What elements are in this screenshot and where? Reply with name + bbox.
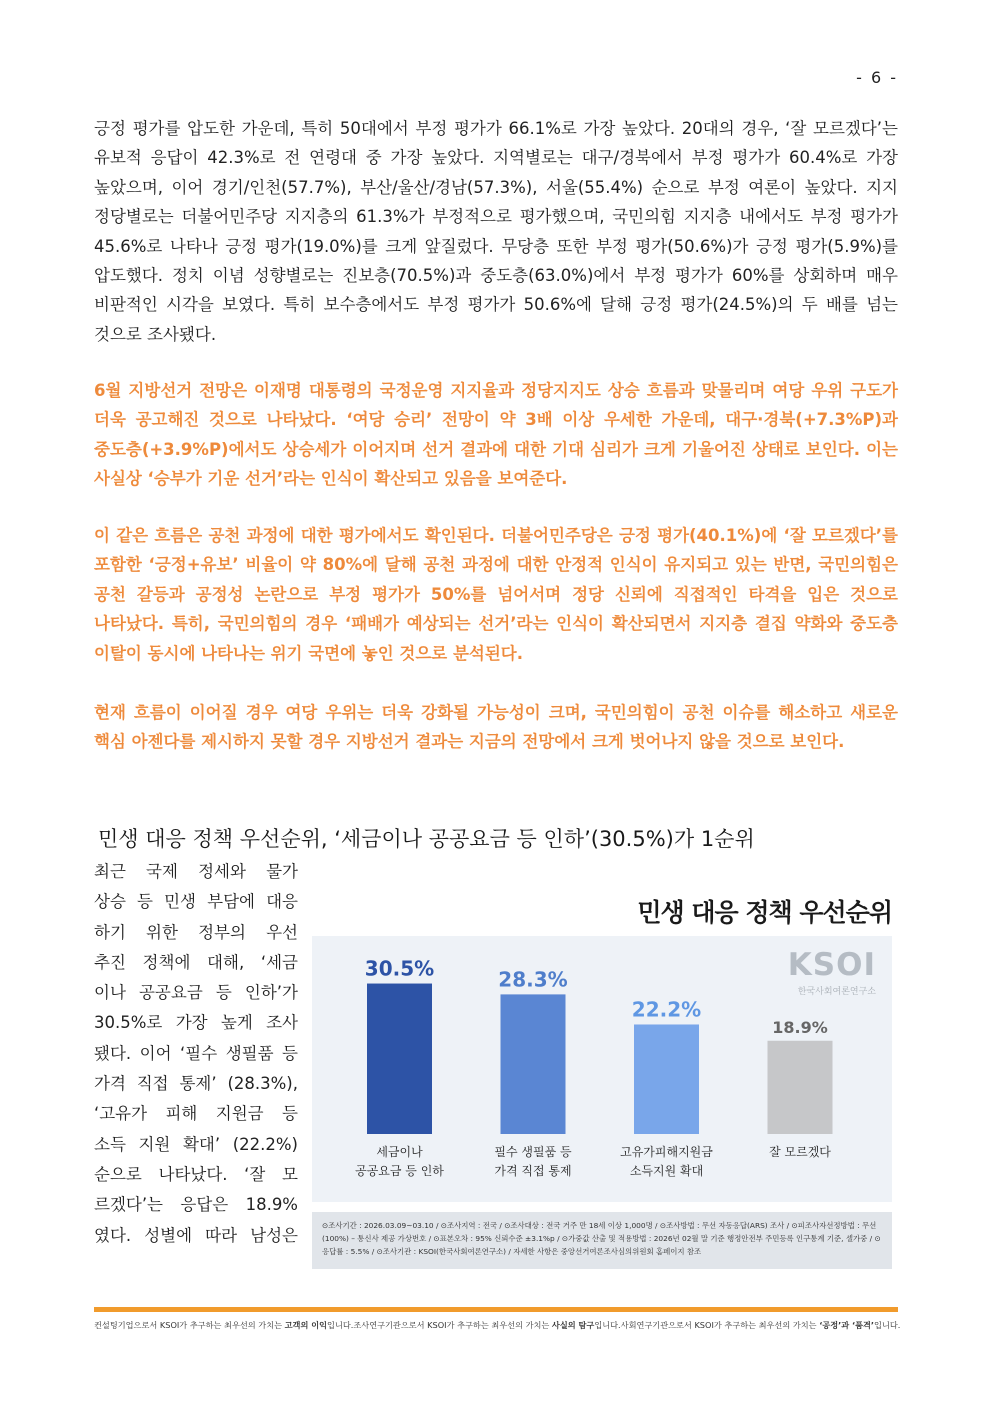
highlight-paragraph-2: 이 같은 흐름은 공천 과정에 대한 평가에서도 확인된다. 더불어민주당은 긍정 평가(40.1%)에 ‘잘 모르겠다’를 포함한 ‘긍정+유보’ 비율이 약 80%에 달해 공천 과정에 대한 안정적 인식이 유지되고 있는 반면, 국민의힘은 공천 갈등과 공정성 논란으로 부정 평가가 50%를 넘어서며 정당 신뢰에 직접적인 타격을 입은 것으로 나타났다. 특히, 국민의힘의 경우 ‘패배가 예상되는 선거’라는 인식이 확산되면서 지지층 결집 약화와 중도층 이탈이 동시에 나타나는 위기 국면에 놓인 것으로 분석된다.	[94, 526, 898, 663]
side-paragraph	[94, 857, 298, 1251]
side-paragraph-line: 르겠다’는 응답은 18.9%	[94, 1195, 298, 1215]
bar	[768, 1041, 833, 1134]
side-paragraph-line: 였다. 성별에 따라 남성은	[94, 1225, 298, 1245]
side-paragraph-line: 소득 지원 확대’ (22.2%)	[94, 1134, 298, 1154]
logo-subtitle: 한국사회여론연구소	[797, 987, 876, 997]
bar-value-label: 22.2%	[631, 997, 702, 1022]
highlight-paragraph-1: 6월 지방선거 전망은 이재명 대통령의 국정운영 지지율과 정당지지도 상승 흐름과 맞물리며 여당 우위 구도가 더욱 공고해진 것으로 나타났다. ‘여당 승리’ 전망이 약 3배 이상 우세한 가운데, 대구·경북(+7.3%P)과 중도층(+3.9%P)에서도 상승세가 이어지며 선거 결과에 대한 기대 심리가 크게 기울어진 상태로 보인다. 이는 사실상 ‘승부가 기운 선거’라는 인식이 확산되고 있음을 보여준다.	[94, 381, 898, 489]
side-paragraph-line: 가격 직접 통제’ (28.3%),	[94, 1074, 298, 1094]
category-label: 공공요금 등 인하	[355, 1164, 444, 1178]
footer-divider	[94, 1307, 898, 1312]
side-paragraph-line: 추진 정책에 대해, ‘세금	[94, 952, 298, 972]
side-paragraph-line: 됐다. 이어 ‘필수 생필품 등	[94, 1043, 298, 1063]
chart-title: 민생 대응 정책 우선순위	[637, 898, 892, 927]
side-paragraph-line: 순으로 나타났다. ‘잘 모	[94, 1164, 298, 1184]
bar	[501, 994, 566, 1134]
chart-panel	[312, 936, 892, 1202]
bar-chart	[312, 936, 892, 1202]
bar-value-label: 28.3%	[498, 967, 568, 992]
chart-figure	[312, 893, 892, 1269]
section-heading: 민생 대응 정책 우선순위, ‘세금이나 공공요금 등 인하’(30.5%)가 1순위	[98, 827, 755, 851]
category-label: 가격 직접 통제	[494, 1164, 572, 1178]
side-paragraph-line: 30.5%로 가장 높게 조사	[94, 1013, 298, 1033]
footer-motto: 조사연구기관으로서 KSOI가 추구하는 최우선의 가치는 사실의 탐구입니다.	[353, 1320, 621, 1330]
category-label: 필수 생필품 등	[494, 1145, 572, 1159]
bar	[367, 984, 432, 1134]
bar-value-label: 30.5%	[364, 956, 435, 981]
side-paragraph-line: 최근 국제 정세와 물가	[94, 862, 298, 881]
footer	[94, 1320, 901, 1331]
side-paragraph-line: 하기 위한 정부의 우선	[94, 922, 298, 942]
side-paragraph-line: 상승 등 민생 부담에 대응	[94, 892, 298, 912]
footer-motto: 컨설팅기업으로서 KSOI가 추구하는 최우선의 가치는 고객의 이익입니다.	[94, 1320, 354, 1330]
body-paragraph-1: 긍정 평가를 압도한 가운데, 특히 50대에서 부정 평가가 66.1%로 가장 높았다. 20대의 경우, ‘잘 모르겠다’는 유보적 응답이 42.3%로 전 연령대 중 가장 높았다. 지역별로는 대구/경북에서 부정 평가가 60.4%로 가장 높았으며, 이어 경기/인천(57.7%), 부산/울산/경남(57.3%), 서울(55.4%) 순으로 부정 여론이 높았다. 지지 정당별로는 더불어민주당 지지층의 61.3%가 부정적으로 평가했으며, 국민의힘 지지층 내에서도 부정 평가가 45.6%로 나타나 긍정 평가(19.0%)를 크게 앞질렀다. 무당층 또한 부정 평가(50.6%)가 긍정 평가(5.9%)를 압도했다. 정치 이념 성향별로는 진보층(70.5%)과 중도층(63.0%)에서 부정 평가가 60%를 상회하며 매우 비판적인 시각을 보였다. 특히 보수층에서도 부정 평가가 50.6%에 달해 긍정 평가(24.5%)의 두 배를 넘는 것으로 조사됐다.	[94, 119, 898, 344]
bar-value-label: 18.9%	[772, 1017, 828, 1037]
highlight-paragraph-3: 현재 흐름이 이어질 경우 여당 우위는 더욱 강화될 가능성이 크며, 국민의힘이 공천 이슈를 해소하고 새로운 핵심 아젠다를 제시하지 못할 경우 지방선거 결과는 지금의 전망에서 크게 벗어나지 않을 것으로 보인다.	[94, 703, 898, 752]
side-paragraph-line: ‘고유가 피해 지원금 등	[94, 1104, 298, 1124]
bar	[634, 1024, 699, 1134]
logo-mark: KSOI	[787, 947, 876, 983]
footer-motto: 사회연구기관으로서 KSOI가 추구하는 최우선의 가치는 ‘공정’과 ‘품격’입니다.	[620, 1320, 901, 1330]
category-label: 고유가피해지원금	[620, 1145, 713, 1159]
category-label: 잘 모르겠다	[769, 1145, 831, 1159]
page-number: - 6 -	[856, 68, 898, 87]
chart-methodology-note: ⊙조사기간 : 2026.03.09~03.10 / ⊙조사지역 : 전국 / ⊙조사대상 : 전국 거주 만 18세 이상 1,000명 / ⊙조사방법 : 무선 자동응답(ARS) 조사 / ⊙피조사자선정방법 : 무선(100%) – 통신사 제공 가상번호 / ⊙표본오차 : 95% 신뢰수준 ±3.1%p / ⊙가중값 산출 및 적용방법 : 2026년 02월 말 기준 행정안전부 주민등록 인구통계 기준, 셀가중 / ⊙응답률 : 5.5% / ⊙조사기관 : KSOI(한국사회여론연구소) / 자세한 사항은 중앙선거여론조사심의위원회 홈페이지 참조	[312, 1212, 892, 1269]
category-label: 소득지원 확대	[629, 1164, 704, 1178]
category-label: 세금이나	[376, 1145, 423, 1159]
side-paragraph-line: 이나 공공요금 등 인하’가	[94, 983, 298, 1003]
